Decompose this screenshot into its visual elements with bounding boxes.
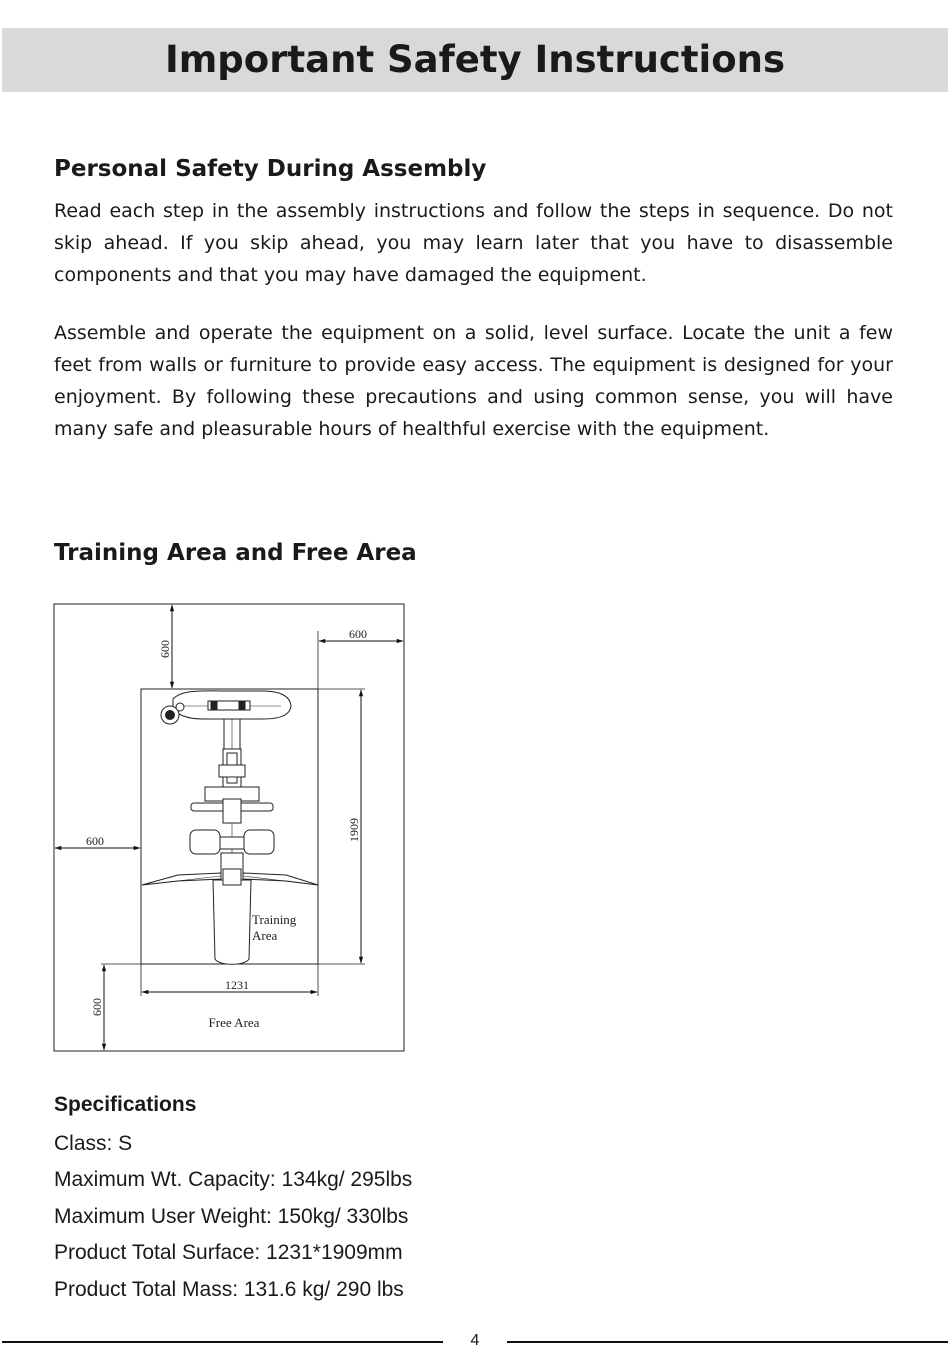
- page-title: Important Safety Instructions: [164, 38, 786, 81]
- section-heading-training-area: Training Area and Free Area: [54, 540, 417, 566]
- dim-label-width: 1231: [225, 978, 249, 992]
- specifications-block: [54, 1090, 412, 1308]
- dim-label-right: 600: [349, 627, 367, 641]
- training-area-diagram: [53, 603, 405, 1053]
- footer-rule-left: [2, 1341, 443, 1343]
- free-area-label: Free Area: [208, 1015, 260, 1030]
- page-number: 4: [470, 1332, 480, 1349]
- spec-max-wt-capacity: Maximum Wt. Capacity: 134kg/ 295lbs: [54, 1168, 413, 1192]
- paragraph-assembly-steps: Read each step in the assembly instructions and follow the steps in sequence. Do not skip ahead. If you skip ahead, you may learn later that you have to disassemble components and that you may have damaged the equipment.: [54, 200, 893, 286]
- spec-max-user-weight: Maximum User Weight: 150kg/ 330lbs: [54, 1204, 409, 1228]
- spec-total-mass: Product Total Mass: 131.6 kg/ 290 lbs: [54, 1277, 404, 1301]
- training-area-label-line2: Area: [252, 928, 278, 943]
- spec-total-surface: Product Total Surface: 1231*1909mm: [54, 1241, 403, 1265]
- specifications-title: Specifications: [54, 1093, 197, 1116]
- footer-rule-right: [507, 1341, 948, 1343]
- dim-label-left: 600: [86, 834, 104, 848]
- spec-class: Class: S: [54, 1132, 133, 1155]
- title-bar: [2, 28, 948, 92]
- training-area-label-line1: Training: [252, 912, 297, 927]
- section-heading-personal-safety: Personal Safety During Assembly: [54, 156, 487, 182]
- dim-label-top: 600: [158, 640, 172, 658]
- paragraph-assembly-surface: Assemble and operate the equipment on a solid, level surface. Locate the unit a few feet from walls or furniture to provide easy access. The equipment is designed for your enjoyment. By following these precautions and using common sense, you will have many safe and pleasurable hours of healthful exercise with the equipment.: [54, 322, 893, 440]
- dim-label-length: 1909: [347, 818, 361, 842]
- dim-label-bottom: 600: [90, 998, 104, 1016]
